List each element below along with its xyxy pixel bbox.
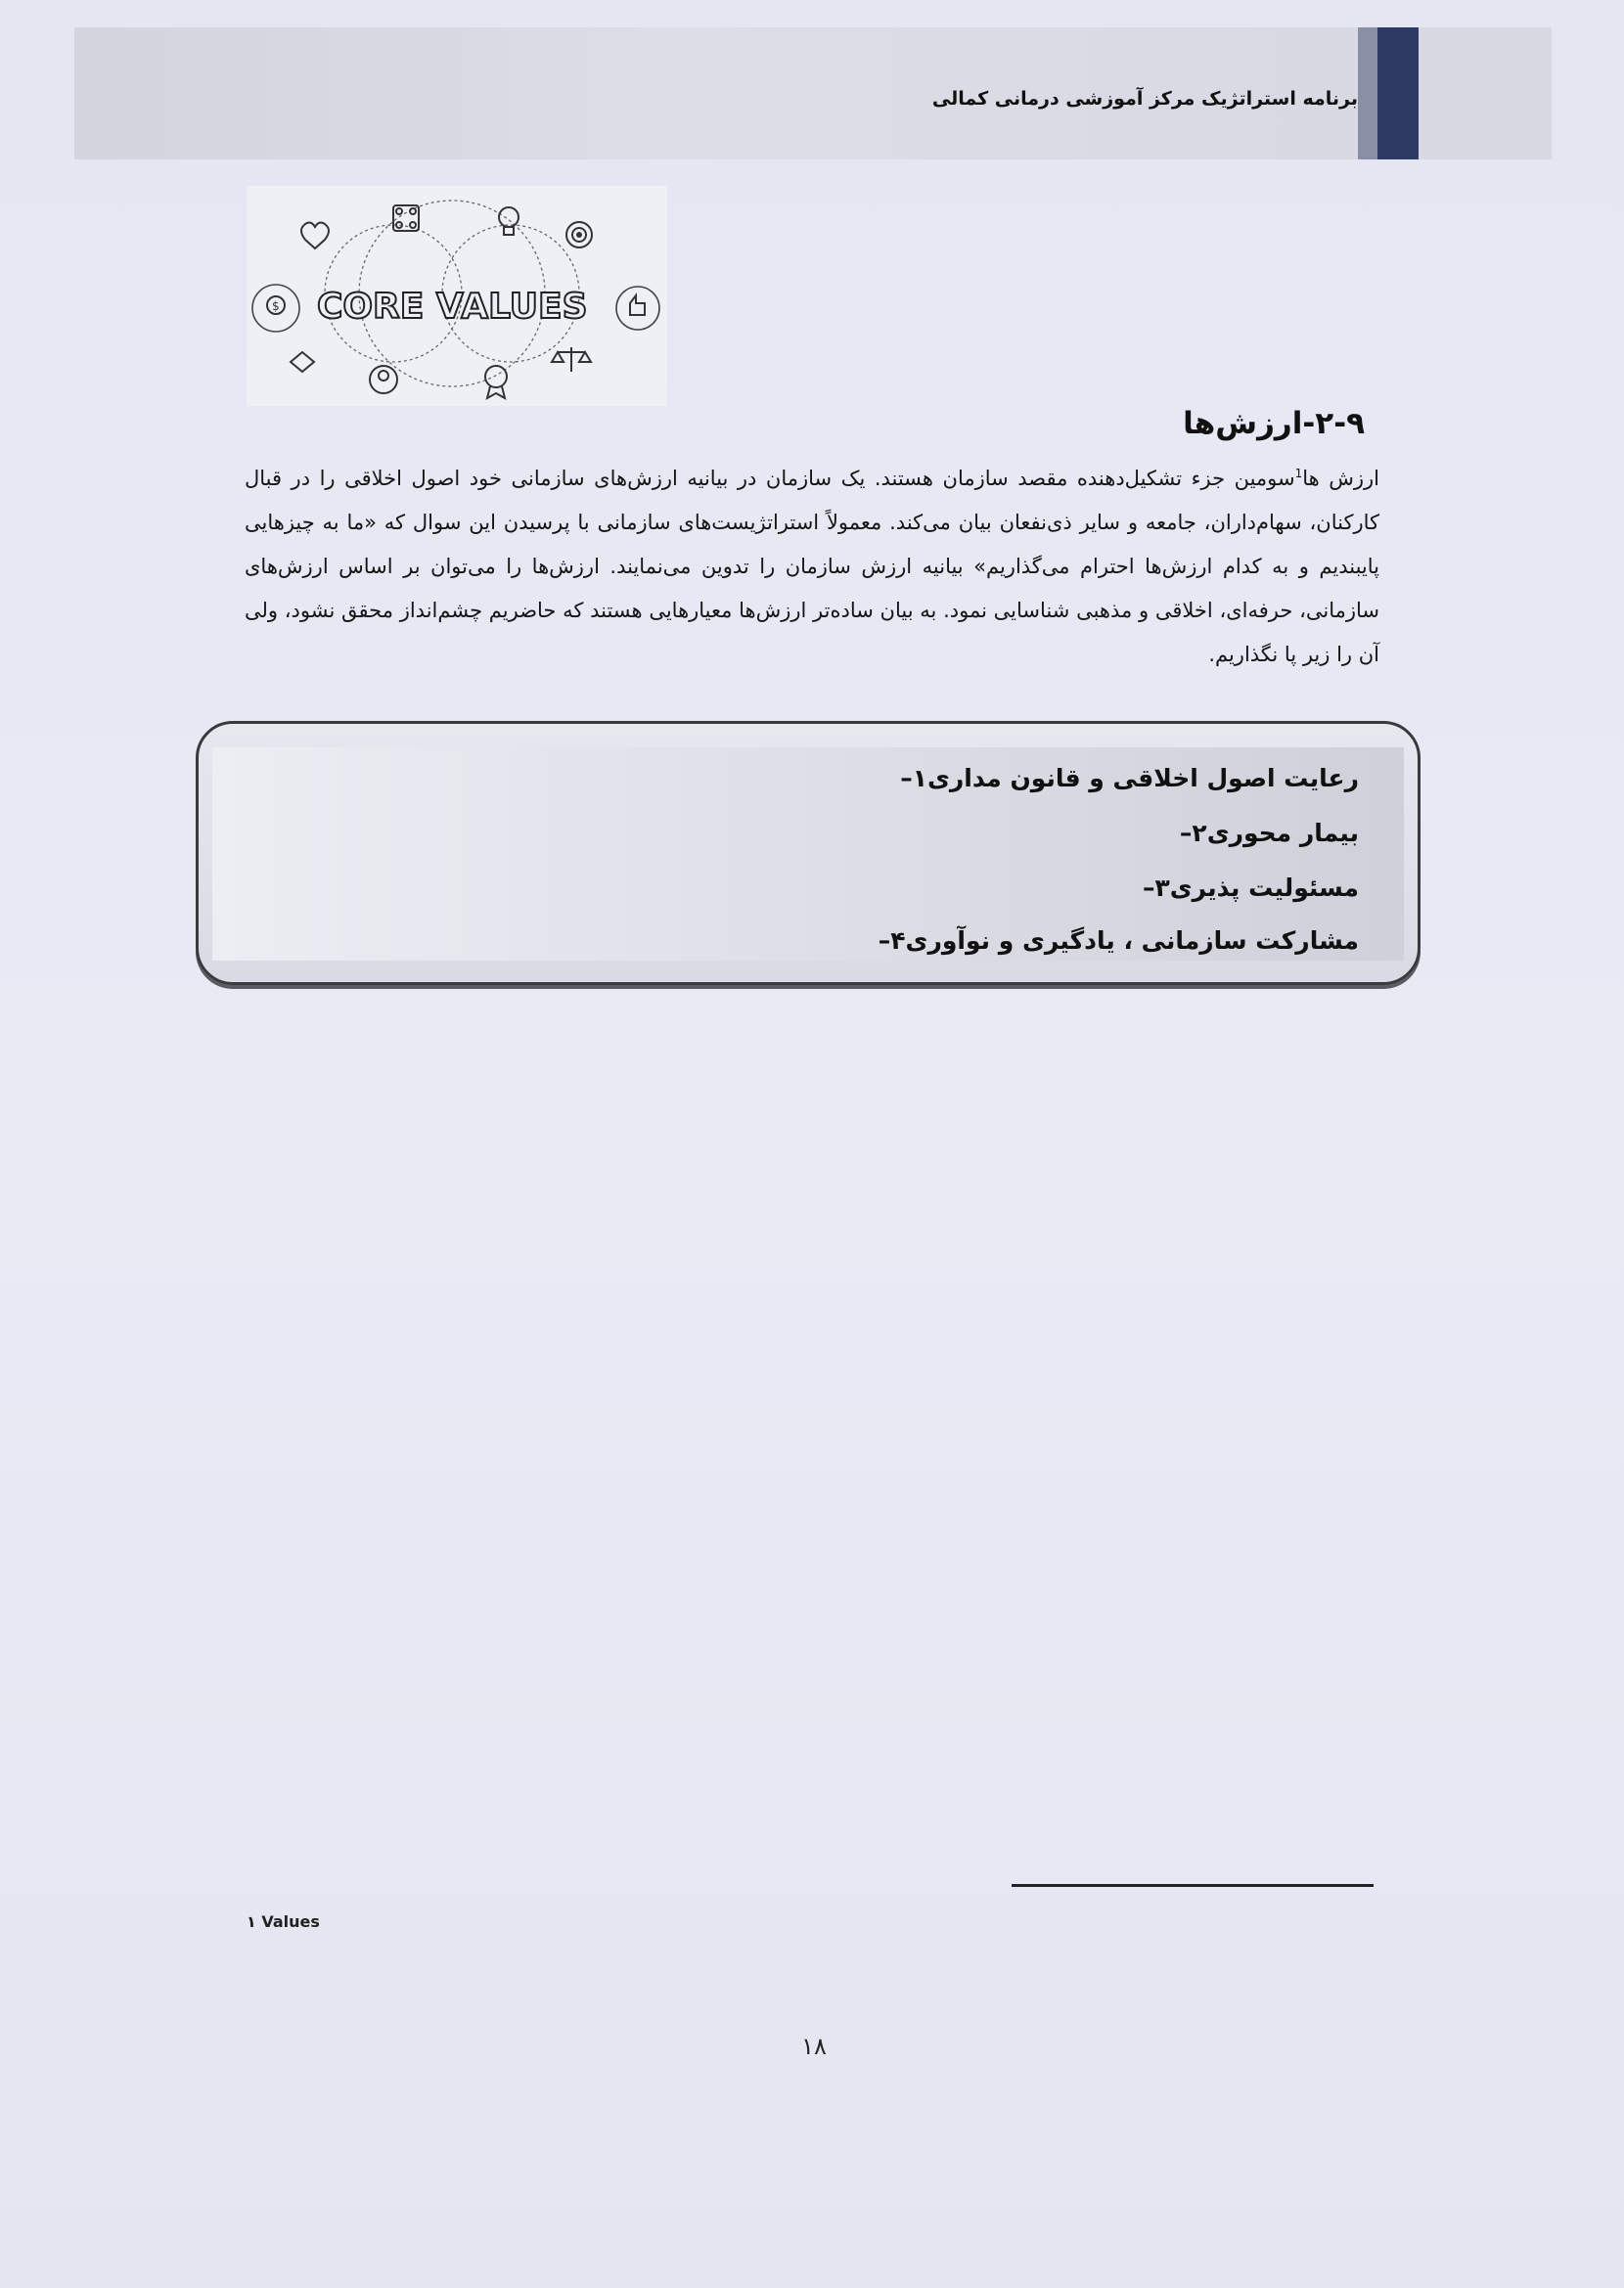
- footnote-ref: 1: [1294, 467, 1303, 480]
- award-icon: [485, 366, 507, 398]
- header-accent-dark: [1377, 27, 1419, 159]
- list-item-label: مشارکت سازمانی ، یادگیری و نوآوری: [905, 925, 1359, 955]
- list-item-label: بیمار محوری: [1206, 818, 1359, 847]
- core-values-logo-text: CORE VALUES: [317, 287, 588, 327]
- money-hand-icon: [267, 296, 285, 314]
- core-values-image: [247, 186, 667, 406]
- body-paragraph: [245, 452, 1379, 677]
- list-item-number: ۲–: [1179, 818, 1207, 847]
- values-list: [212, 747, 1404, 961]
- target-icon: [566, 222, 592, 247]
- paragraph-part2: سومین جزء تشکیل‌دهنده مقصد سازمان هستند. یک سازمان در بیانیه ارزش‌های سازمانی خود اصول اخلاقی را در قبال کارکنان، سهام‌داران، جامعه و سایر ذی‌نفعان بیان می‌کند. معمولاً استراتژیست‌های سازمانی با پرسیدن این سوال که «ما به چیزهایی پایبندیم و به کدام ارزش‌ها احترام می‌گذاریم» بیانیه ارزش سازمان را تدوین می‌نمایند. ارزش‌ها را می‌توان بر اساس ارزش‌های سازمانی، حرفه‌ای، اخلاقی و مذهبی شناسایی نمود. به بیان ساده‌تر ارزش‌ها معیارهایی هستند که حاضریم چشم‌انداز محقق نشود، ولی آن را زیر پا نگذاریم.: [245, 467, 1379, 666]
- header-accent-light: [1358, 27, 1377, 159]
- svg-text:$: $: [272, 299, 280, 313]
- page-number: ۱۸: [801, 2033, 827, 2060]
- list-item-label: مسئولیت پذیری: [1169, 873, 1359, 902]
- paragraph-part1: ارزش ها: [1302, 467, 1380, 490]
- list-item: [1094, 863, 1376, 912]
- list-item-label: رعایت اصول اخلاقی و قانون مداری: [926, 763, 1359, 792]
- thumbs-up-icon: [630, 295, 645, 315]
- footnote-rule: [1012, 1884, 1374, 1887]
- person-icon: [370, 366, 397, 393]
- list-item-number: ۱–: [900, 763, 927, 792]
- lightbulb-icon: [499, 207, 519, 235]
- list-item: [851, 753, 1376, 802]
- heart-hand-icon: [301, 223, 329, 248]
- list-item: [1131, 808, 1376, 857]
- footnote: ۱ Values: [247, 1912, 320, 1931]
- scales-icon: [552, 347, 591, 372]
- values-box: [196, 721, 1421, 985]
- section-heading: ۲-۹-ارزش‌ها: [1183, 406, 1365, 441]
- network-icon: [393, 205, 419, 231]
- list-item: [830, 916, 1376, 965]
- list-item-number: ۳–: [1142, 873, 1170, 902]
- header-title: برنامه استراتژیک مرکز آموزشی درمانی کمالی: [931, 88, 1358, 110]
- list-item-number: ۴–: [878, 925, 906, 955]
- handshake-icon: [291, 352, 314, 372]
